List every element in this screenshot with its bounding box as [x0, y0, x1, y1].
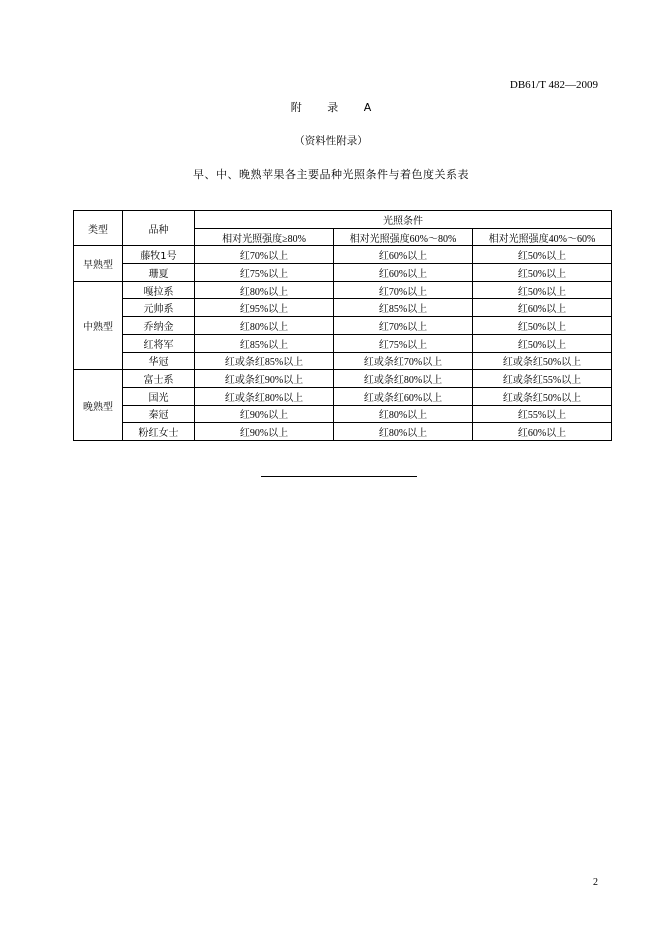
type-cell-mid: 中熟型	[74, 281, 123, 369]
value-cell: 红55%以上	[473, 405, 612, 423]
type-cell-early: 早熟型	[74, 246, 123, 281]
variety-cell: 华冠	[123, 352, 195, 370]
variety-cell: 嘎拉系	[123, 281, 195, 299]
table-row	[74, 281, 612, 299]
variety-cell: 藤牧1号	[123, 246, 195, 264]
value-cell: 红70%以上	[334, 281, 473, 299]
value-cell: 红75%以上	[195, 264, 334, 282]
table-row	[74, 317, 612, 335]
table-row	[74, 264, 612, 282]
value-cell: 红80%以上	[334, 405, 473, 423]
table-row	[74, 370, 612, 388]
table-title: 早、中、晚熟苹果各主要品种光照条件与着色度关系表	[193, 168, 469, 181]
light-coloration-table	[73, 210, 612, 441]
appendix-type: （资料性附录）	[294, 135, 368, 147]
value-cell: 红50%以上	[473, 281, 612, 299]
appendix-title: 附 录 A	[290, 101, 383, 114]
value-cell: 红50%以上	[473, 334, 612, 352]
variety-cell: 珊夏	[123, 264, 195, 282]
header-light-condition: 光照条件	[195, 211, 612, 229]
header-variety: 品种	[123, 211, 195, 246]
value-cell: 红或条红55%以上	[473, 370, 612, 388]
value-cell: 红或条红70%以上	[334, 352, 473, 370]
value-cell: 红或条红80%以上	[334, 370, 473, 388]
table-row	[74, 387, 612, 405]
value-cell: 红90%以上	[195, 423, 334, 441]
value-cell: 红80%以上	[195, 317, 334, 335]
value-cell: 红70%以上	[195, 246, 334, 264]
value-cell: 红80%以上	[334, 423, 473, 441]
document-code: DB61/T 482—2009	[509, 79, 598, 91]
variety-cell: 红将军	[123, 334, 195, 352]
value-cell: 红70%以上	[334, 317, 473, 335]
header-light-40-60: 相对光照强度40%～60%	[473, 228, 612, 246]
value-cell: 红75%以上	[334, 334, 473, 352]
variety-cell: 秦冠	[123, 405, 195, 423]
end-divider	[261, 476, 417, 477]
value-cell: 红50%以上	[473, 317, 612, 335]
value-cell: 红或条红80%以上	[195, 387, 334, 405]
variety-cell: 国光	[123, 387, 195, 405]
value-cell: 红50%以上	[473, 246, 612, 264]
value-cell: 红60%以上	[473, 299, 612, 317]
variety-cell: 元帅系	[123, 299, 195, 317]
table-row	[74, 352, 612, 370]
variety-cell: 富士系	[123, 370, 195, 388]
value-cell: 红80%以上	[195, 281, 334, 299]
header-light-80: 相对光照强度≥80%	[195, 228, 334, 246]
type-cell-late: 晚熟型	[74, 370, 123, 441]
value-cell: 红60%以上	[334, 246, 473, 264]
value-cell: 红或条红90%以上	[195, 370, 334, 388]
page-number: 2	[593, 877, 598, 888]
variety-cell: 乔纳金	[123, 317, 195, 335]
value-cell: 红或条红50%以上	[473, 387, 612, 405]
value-cell: 红85%以上	[195, 334, 334, 352]
table-header-row	[74, 211, 612, 229]
table-row	[74, 423, 612, 441]
header-light-60-80: 相对光照强度60%～80%	[334, 228, 473, 246]
value-cell: 红50%以上	[473, 264, 612, 282]
header-type: 类型	[74, 211, 123, 246]
value-cell: 红85%以上	[334, 299, 473, 317]
value-cell: 红或条红60%以上	[334, 387, 473, 405]
value-cell: 红90%以上	[195, 405, 334, 423]
table-row	[74, 405, 612, 423]
value-cell: 红60%以上	[473, 423, 612, 441]
table-row	[74, 246, 612, 264]
table-row	[74, 334, 612, 352]
value-cell: 红60%以上	[334, 264, 473, 282]
variety-cell: 粉红女士	[123, 423, 195, 441]
table-row	[74, 299, 612, 317]
value-cell: 红或条红50%以上	[473, 352, 612, 370]
value-cell: 红或条红85%以上	[195, 352, 334, 370]
value-cell: 红95%以上	[195, 299, 334, 317]
